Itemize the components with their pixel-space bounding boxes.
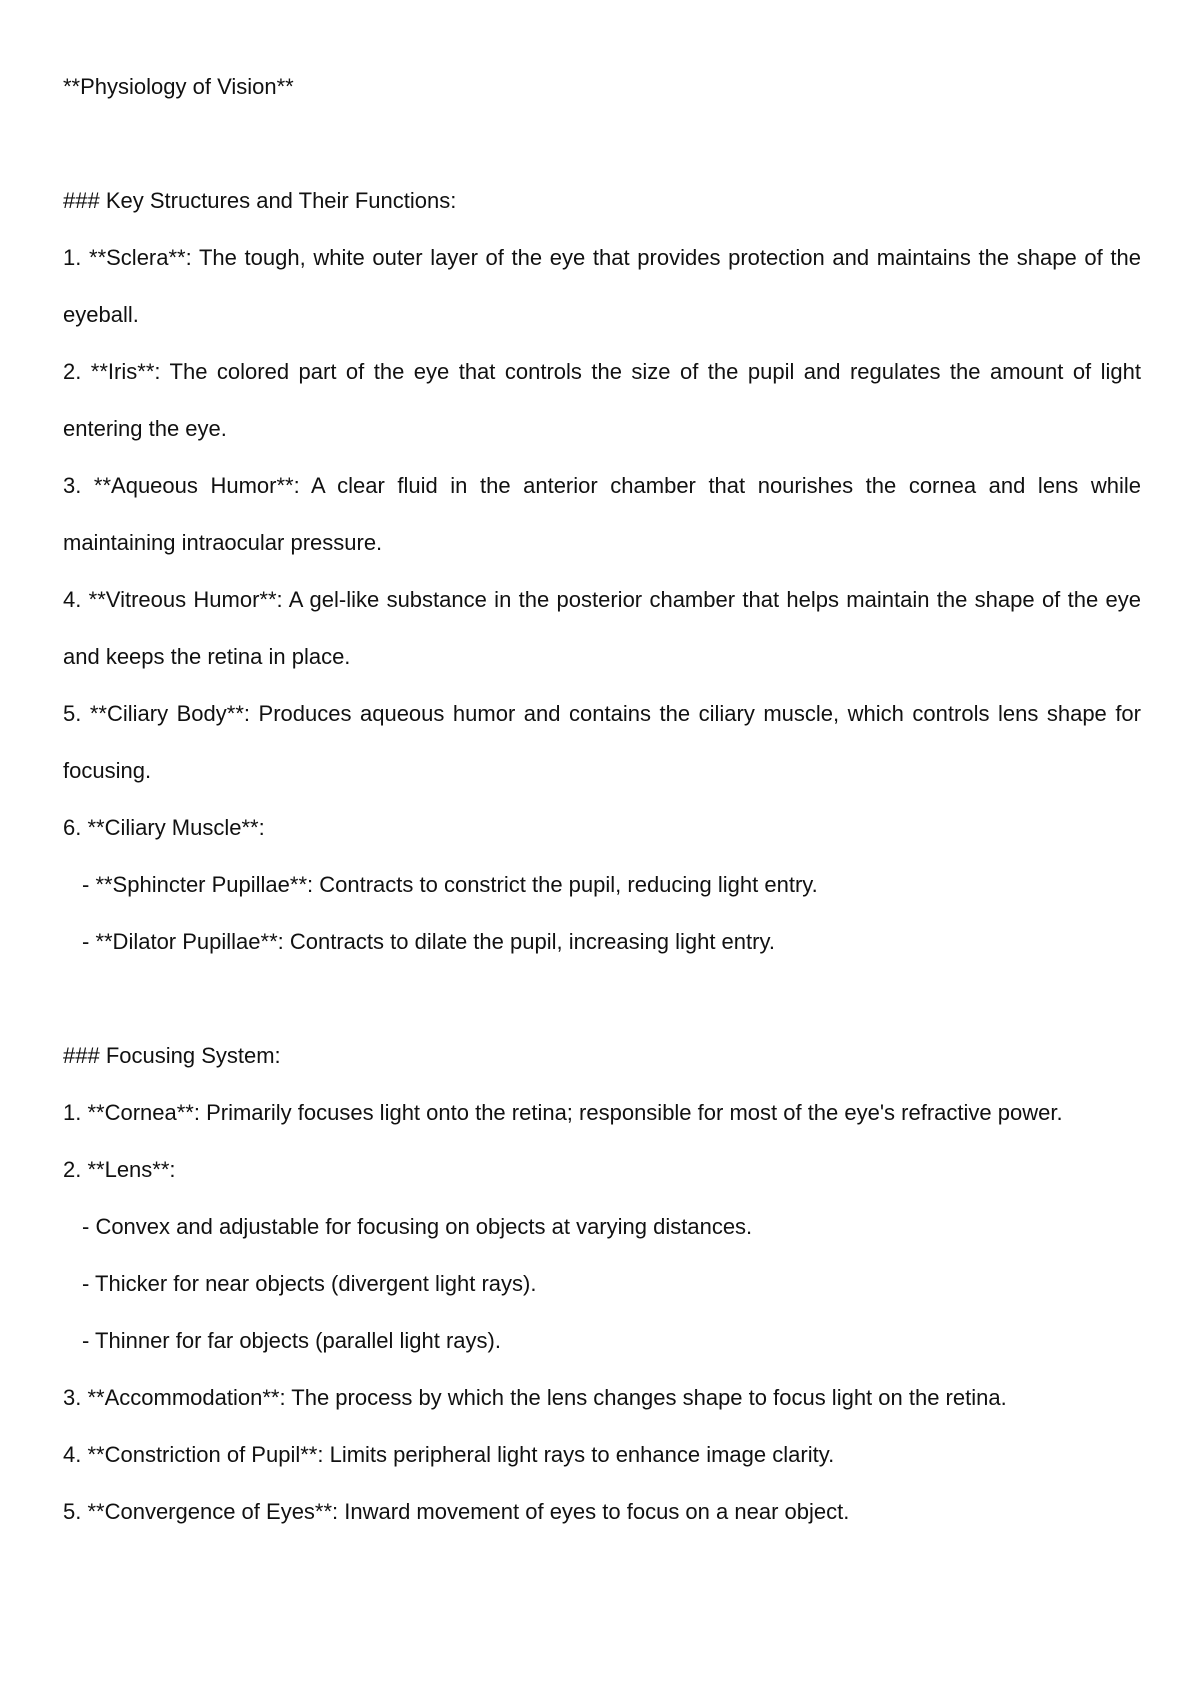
section-heading-key-structures: ### Key Structures and Their Functions: [63,188,457,213]
blank-line [63,115,1141,172]
list-item-ciliary-body: 5. **Ciliary Body**: Produces aqueous humor and contains the ciliary muscle, which controls lens shape for focusing. [63,701,1141,783]
sub-item-dilator-pupillae: - **Dilator Pupillae**: Contracts to dilate the pupil, increasing light entry. [82,929,775,954]
blank-line [63,970,1141,1027]
sub-item-sphincter-pupillae: - **Sphincter Pupillae**: Contracts to constrict the pupil, reducing light entry. [82,872,818,897]
list-item-ciliary-muscle: 6. **Ciliary Muscle**: [63,815,265,840]
list-item-lens: 2. **Lens**: [63,1157,176,1182]
list-item-convergence-of-eyes: 5. **Convergence of Eyes**: Inward movement of eyes to focus on a near object. [63,1499,850,1524]
document-page [63,58,1141,1540]
section-heading-focusing-system: ### Focusing System: [63,1043,281,1068]
list-item-aqueous-humor: 3. **Aqueous Humor**: A clear fluid in the anterior chamber that nourishes the cornea and lens while maintaining intraocular pressure. [63,473,1141,555]
sub-item-lens-thinner: - Thinner for far objects (parallel light rays). [82,1328,501,1353]
list-item-iris: 2. **Iris**: The colored part of the eye that controls the size of the pupil and regulates the amount of light entering the eye. [63,359,1141,441]
document-title: **Physiology of Vision** [63,74,294,99]
list-item-vitreous-humor: 4. **Vitreous Humor**: A gel-like substance in the posterior chamber that helps maintain the shape of the eye and keeps the retina in place. [63,587,1141,669]
list-item-sclera: 1. **Sclera**: The tough, white outer layer of the eye that provides protection and maintains the shape of the eyeball. [63,245,1141,327]
list-item-constriction-of-pupil: 4. **Constriction of Pupil**: Limits peripheral light rays to enhance image clarity. [63,1442,835,1467]
sub-item-lens-thicker: - Thicker for near objects (divergent light rays). [82,1271,537,1296]
list-item-cornea: 1. **Cornea**: Primarily focuses light onto the retina; responsible for most of the eye's refractive power. [63,1100,1063,1125]
list-item-accommodation: 3. **Accommodation**: The process by which the lens changes shape to focus light on the retina. [63,1385,1007,1410]
sub-item-lens-convex: - Convex and adjustable for focusing on objects at varying distances. [82,1214,753,1239]
